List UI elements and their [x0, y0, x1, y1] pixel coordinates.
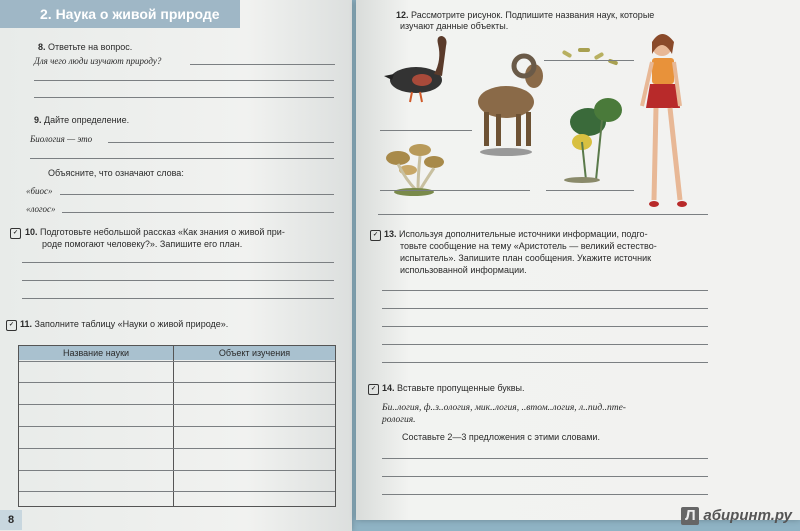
label-line[interactable] — [380, 130, 472, 131]
section-title: 2. Наука о живой природе — [40, 6, 220, 22]
right-page — [356, 0, 800, 520]
q11-title: 11. Заполните таблицу «Науки о живой природе». — [20, 319, 229, 329]
label-line[interactable] — [544, 60, 634, 61]
answer-line[interactable] — [382, 476, 708, 477]
table-row[interactable] — [19, 426, 335, 427]
q14-task: Составьте 2—3 предложения с этими словами. — [402, 432, 600, 442]
q14-words1: Би..логия, ф..з..ология, мик..логия, ..втом..логия, л..пид..пте- — [382, 403, 626, 413]
q12-line2: изучают данные объекты. — [400, 21, 509, 31]
answer-line[interactable] — [382, 458, 708, 459]
q9-prompt: Биология — это — [30, 134, 93, 144]
q13-line3: испытатель». Запишите план сообщения. Укажите источник — [400, 253, 652, 263]
answer-line[interactable] — [62, 212, 334, 213]
label-line[interactable] — [378, 214, 708, 215]
answer-line[interactable] — [382, 326, 708, 327]
word-bios: «биос» — [26, 186, 53, 196]
task-icon: ✓ — [368, 384, 379, 395]
task-icon: ✓ — [370, 230, 381, 241]
table-row[interactable] — [19, 404, 335, 405]
answer-line[interactable] — [108, 142, 334, 143]
section-header — [0, 0, 240, 28]
q14-words2: рология. — [382, 415, 416, 425]
q14-title: 14. Вставьте пропущенные буквы. — [382, 383, 525, 393]
label-line[interactable] — [546, 190, 634, 191]
watermark-text: абиринт.ру — [703, 507, 792, 524]
left-page — [0, 0, 352, 531]
answer-line[interactable] — [22, 280, 334, 281]
ram-icon — [478, 56, 543, 156]
answer-line[interactable] — [22, 262, 334, 263]
q13-line4: использованной информации. — [400, 265, 527, 275]
table-row — [19, 361, 335, 362]
watermark-letter-icon: Л — [681, 507, 699, 525]
mushroom-icon — [386, 144, 444, 196]
col-header-object: Объект изучения — [174, 346, 335, 360]
q9-sub: Объясните, что означают слова: — [48, 168, 184, 178]
table-row[interactable] — [19, 448, 335, 449]
q12-line1: 12. Рассмотрите рисунок. Подпишите названия наук, которые — [396, 10, 655, 20]
q10-line1: 10. Подготовьте небольшой рассказ «Как знания о живой при- — [25, 227, 285, 237]
col-header-science: Название науки — [19, 346, 173, 360]
page-number: 8 — [0, 510, 22, 530]
answer-line[interactable] — [22, 298, 334, 299]
answer-line[interactable] — [34, 80, 334, 81]
table-row[interactable] — [19, 470, 335, 471]
task-icon: ✓ — [10, 228, 21, 239]
table-row[interactable] — [19, 382, 335, 383]
task-icon: ✓ — [6, 320, 17, 331]
answer-line[interactable] — [382, 344, 708, 345]
answer-line[interactable] — [382, 362, 708, 363]
answer-line[interactable] — [34, 97, 334, 98]
bacteria-icon — [562, 48, 619, 66]
q8-title: 8. Ответьте на вопрос. — [38, 42, 133, 52]
answer-line[interactable] — [60, 194, 334, 195]
girl-icon — [642, 34, 687, 207]
sciences-table — [18, 345, 336, 507]
q8-prompt: Для чего люди изучают природу? — [34, 56, 162, 66]
answer-line[interactable] — [382, 308, 708, 309]
watermark-logo — [681, 507, 792, 525]
table-row[interactable] — [19, 491, 335, 492]
answer-line[interactable] — [30, 158, 334, 159]
goose-icon — [384, 36, 447, 102]
answer-line[interactable] — [382, 494, 708, 495]
plant-icon — [564, 98, 622, 183]
q9-title: 9. Дайте определение. — [34, 115, 130, 125]
word-logos: «логос» — [26, 204, 56, 214]
q10-line2: роде помогают человеку?». Запишите его план. — [42, 239, 243, 249]
answer-line[interactable] — [382, 290, 708, 291]
answer-line[interactable] — [190, 64, 335, 65]
label-line[interactable] — [446, 190, 530, 191]
objects-illustration — [356, 30, 800, 220]
q13-line1: 13. Используя дополнительные источники информации, подго- — [384, 229, 648, 239]
q13-line2: товьте сообщение на тему «Аристотель — великий естество- — [400, 241, 657, 251]
